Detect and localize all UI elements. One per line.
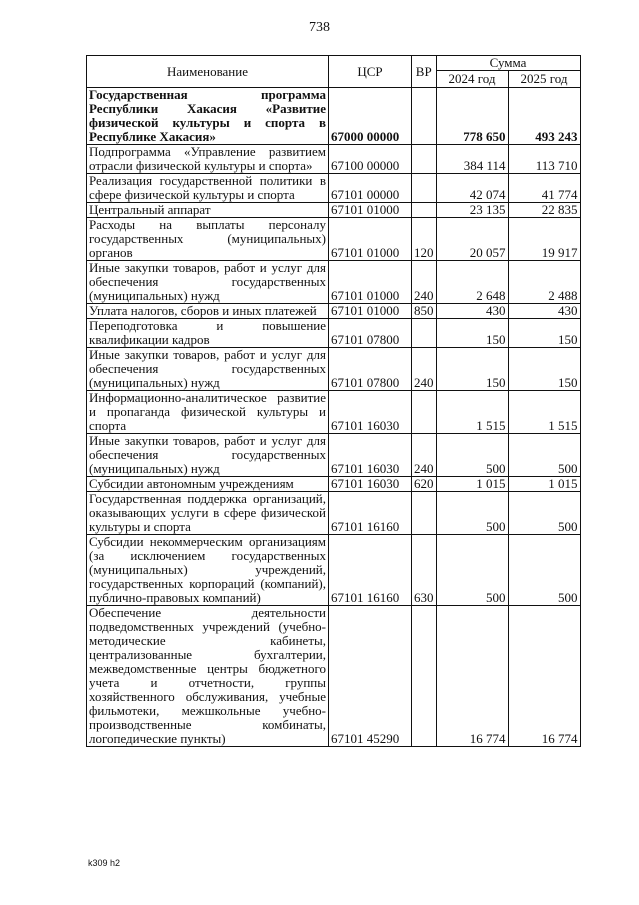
row-vr — [412, 88, 437, 145]
row-name: Субсидии некоммерческим организациям (за исключением государственных (муниципальных) учреждений, государственных корпораций (компаний), публично-правовых компаний) — [87, 535, 329, 606]
row-vr — [412, 606, 437, 747]
table-row — [87, 535, 581, 606]
row-csr: 67000 00000 — [329, 88, 412, 145]
table-row — [87, 304, 581, 319]
table-row — [87, 174, 581, 203]
row-vr — [412, 203, 437, 218]
table-row — [87, 606, 581, 747]
row-name: Государственная поддержка организаций, оказывающих услуги в сфере физической культуры и спорта — [87, 492, 329, 535]
row-vr: 630 — [412, 535, 437, 606]
row-name: Подпрограмма «Управление развитием отрасли физической культуры и спорта» — [87, 145, 329, 174]
row-name: Иные закупки товаров, работ и услуг для обеспечения государственных (муниципальных) нужд — [87, 434, 329, 477]
row-amount-2025: 150 — [508, 319, 580, 348]
row-amount-2025: 500 — [508, 535, 580, 606]
row-amount-2025: 500 — [508, 492, 580, 535]
table-row — [87, 218, 581, 261]
row-amount-2025: 41 774 — [508, 174, 580, 203]
header-row — [87, 56, 581, 71]
row-amount-2024: 500 — [436, 535, 508, 606]
page-number: 738 — [309, 20, 330, 35]
header-csr: ЦСР — [329, 56, 412, 88]
row-amount-2024: 20 057 — [436, 218, 508, 261]
row-vr — [412, 319, 437, 348]
row-amount-2024: 42 074 — [436, 174, 508, 203]
row-csr: 67101 01000 — [329, 304, 412, 319]
row-amount-2025: 22 835 — [508, 203, 580, 218]
row-csr: 67101 01000 — [329, 261, 412, 304]
row-amount-2024: 500 — [436, 492, 508, 535]
table-row — [87, 145, 581, 174]
row-amount-2025: 113 710 — [508, 145, 580, 174]
row-csr: 67101 00000 — [329, 174, 412, 203]
row-csr: 67101 01000 — [329, 218, 412, 261]
row-name: Расходы на выплаты персоналу государственных (муниципальных) органов — [87, 218, 329, 261]
row-amount-2024: 23 135 — [436, 203, 508, 218]
row-csr: 67101 16030 — [329, 391, 412, 434]
header-year-2025: 2025 год — [508, 71, 580, 88]
row-vr: 240 — [412, 261, 437, 304]
row-csr: 67101 16030 — [329, 477, 412, 492]
footer-code: k309 h2 — [88, 858, 121, 868]
table-row — [87, 203, 581, 218]
row-amount-2024: 384 114 — [436, 145, 508, 174]
table-row — [87, 261, 581, 304]
row-vr — [412, 391, 437, 434]
row-amount-2024: 16 774 — [436, 606, 508, 747]
row-vr: 240 — [412, 434, 437, 477]
row-name: Переподготовка и повышение квалификации кадров — [87, 319, 329, 348]
budget-table — [86, 55, 581, 747]
row-csr: 67101 07800 — [329, 348, 412, 391]
row-amount-2024: 778 650 — [436, 88, 508, 145]
row-vr — [412, 145, 437, 174]
row-csr: 67101 16160 — [329, 492, 412, 535]
row-vr: 850 — [412, 304, 437, 319]
table-row — [87, 348, 581, 391]
row-name: Субсидии автономным учреждениям — [87, 477, 329, 492]
row-csr: 67101 16160 — [329, 535, 412, 606]
table-row — [87, 434, 581, 477]
table-row — [87, 319, 581, 348]
row-vr — [412, 174, 437, 203]
row-csr: 67101 07800 — [329, 319, 412, 348]
row-name: Иные закупки товаров, работ и услуг для обеспечения государственных (муниципальных) нужд — [87, 348, 329, 391]
header-year-2024: 2024 год — [436, 71, 508, 88]
row-amount-2024: 150 — [436, 348, 508, 391]
row-csr: 67101 01000 — [329, 203, 412, 218]
row-name: Иные закупки товаров, работ и услуг для обеспечения государственных (муниципальных) нужд — [87, 261, 329, 304]
row-amount-2025: 150 — [508, 348, 580, 391]
table-body — [87, 88, 581, 747]
table-row — [87, 88, 581, 145]
table-row — [87, 391, 581, 434]
row-amount-2024: 1 015 — [436, 477, 508, 492]
row-amount-2025: 2 488 — [508, 261, 580, 304]
header-sum: Сумма — [436, 56, 580, 71]
row-name: Уплата налогов, сборов и иных платежей — [87, 304, 329, 319]
row-amount-2025: 500 — [508, 434, 580, 477]
row-amount-2025: 493 243 — [508, 88, 580, 145]
row-vr — [412, 492, 437, 535]
row-csr: 67100 00000 — [329, 145, 412, 174]
row-csr: 67101 16030 — [329, 434, 412, 477]
row-name: Государственная программа Республики Хакасия «Развитие физической культуры и спорта в Республике Хакасия» — [87, 88, 329, 145]
row-name: Обеспечение деятельности подведомственных учреждений (учебно-методические кабинеты, централизованные бухгалтерии, межведомственные центры бюджетного учета и отчетности, группы хозяйственного обслуживания, учебные фильмотеки, межшкольные учебно-производственные комбинаты, логопедические пункты) — [87, 606, 329, 747]
row-amount-2025: 16 774 — [508, 606, 580, 747]
table-row — [87, 492, 581, 535]
row-vr: 240 — [412, 348, 437, 391]
row-csr: 67101 45290 — [329, 606, 412, 747]
row-amount-2024: 500 — [436, 434, 508, 477]
row-name: Центральный аппарат — [87, 203, 329, 218]
row-amount-2024: 430 — [436, 304, 508, 319]
row-name: Реализация государственной политики в сфере физической культуры и спорта — [87, 174, 329, 203]
row-amount-2025: 19 917 — [508, 218, 580, 261]
row-vr: 620 — [412, 477, 437, 492]
row-name: Информационно-аналитическое развитие и пропаганда физической культуры и спорта — [87, 391, 329, 434]
table-row — [87, 477, 581, 492]
row-vr: 120 — [412, 218, 437, 261]
row-amount-2024: 1 515 — [436, 391, 508, 434]
row-amount-2025: 1 015 — [508, 477, 580, 492]
header-vr: ВР — [412, 56, 437, 88]
row-amount-2025: 430 — [508, 304, 580, 319]
header-name: Наименование — [87, 56, 329, 88]
row-amount-2024: 150 — [436, 319, 508, 348]
row-amount-2025: 1 515 — [508, 391, 580, 434]
row-amount-2024: 2 648 — [436, 261, 508, 304]
